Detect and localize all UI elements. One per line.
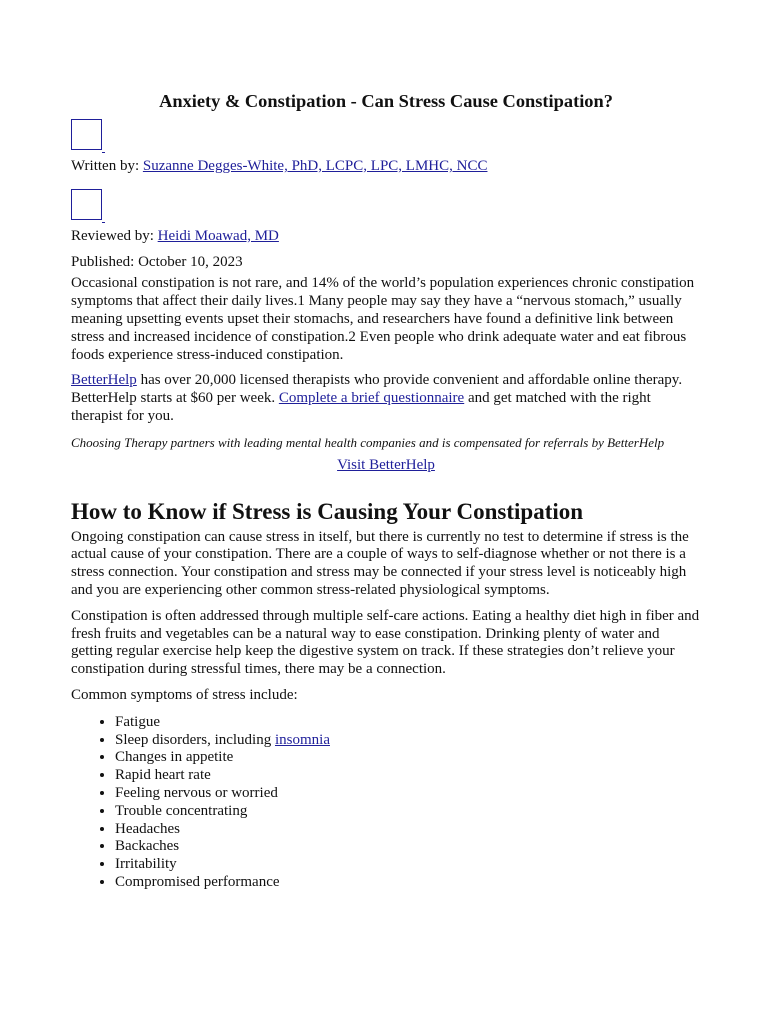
section-paragraph-1: Ongoing constipation can cause stress in itself, but there is currently no test to determine if stress is the actual cause of your constipation. There are a couple of ways to self-diagnose whether or not there is a stress connection. Your constipation and stress may be connected if your stress level is noticeably high and you are experiencing other common stress-related physiological symptoms. <box>71 528 689 598</box>
author-avatar-link-underline <box>102 119 105 153</box>
article-content <box>71 90 701 892</box>
betterhelp-link[interactable]: BetterHelp <box>71 372 137 389</box>
promo-text-1: has over 20,000 licensed therapists who provide convenient and affordable online therapy. BetterHelp starts at $60 per week. <box>71 372 683 407</box>
visit-betterhelp-row <box>71 457 701 475</box>
reviewer-byline <box>71 228 701 246</box>
list-item: • Compromised performance <box>115 874 701 892</box>
section-paragraph-2: Constipation is often addressed through multiple self-care actions. Eating a healthy diet high in fiber and fresh fruits and vegetables can be a natural way to ease constipation. Drinking plenty of water and getting regular exercise help keep the digestive system on track. If these strategies don’t relieve your constipation during stressful times, there may be a connection. <box>71 607 700 678</box>
visit-betterhelp-link[interactable]: Visit BetterHelp <box>337 456 435 473</box>
author-label: Written by: <box>71 158 143 174</box>
questionnaire-link[interactable]: Complete a brief questionnaire <box>278 390 465 407</box>
promo-text-2: and get matched with the right therapist for you. <box>71 390 651 424</box>
insomnia-link[interactable]: insomnia <box>274 731 330 748</box>
section-heading: How to Know if Stress is Causing Your Constipation <box>71 498 584 524</box>
published-date: Published: October 10, 2023 <box>71 253 243 270</box>
list-item: • Feeling nervous or worried <box>115 785 701 803</box>
symptoms-list-intro: Common symptoms of stress include: <box>71 686 298 703</box>
promo-paragraph <box>71 372 701 425</box>
reviewer-name-link[interactable]: Heidi Moawad, MD <box>157 227 279 244</box>
list-item: • Irritability <box>115 856 701 874</box>
list-item-text: Sleep disorders, including <box>115 731 275 748</box>
symptoms-list <box>71 714 701 892</box>
list-item: • Rapid heart rate <box>115 767 701 785</box>
list-item: • Backaches <box>115 838 701 856</box>
list-item: • Fatigue <box>115 714 701 732</box>
list-item: • Changes in appetite <box>115 749 701 767</box>
list-item <box>115 732 701 750</box>
reviewer-label: Reviewed by: <box>71 227 158 244</box>
author-avatar-image <box>71 119 102 150</box>
reviewer-avatar-image <box>71 189 102 220</box>
reviewer-avatar-link[interactable] <box>71 189 701 223</box>
reviewer-avatar-link-underline <box>102 189 105 223</box>
affiliate-disclaimer: Choosing Therapy partners with leading mental health companies and is compensated for referrals by BetterHelp <box>71 434 665 450</box>
list-item: • Trouble concentrating <box>115 803 701 821</box>
author-avatar-link[interactable] <box>71 119 701 153</box>
author-name-link[interactable]: Suzanne Degges-White, PhD, LCPC, LPC, LMHC, NCC <box>142 158 488 174</box>
list-item: • Headaches <box>115 821 701 839</box>
article-title: Anxiety & Constipation - Can Stress Cause Constipation? <box>159 91 613 111</box>
intro-paragraph: Occasional constipation is not rare, and 14% of the world’s population experiences chronic constipation symptoms that affect their daily lives.1 Many people may say they have a “nervous stomach,” usually meaning upsetting events upset their stomachs, and researchers have found a definitive link between stress and increased incidence of constipation.2 Even people who drink adequate water and eat fibrous foods experience stress-induced constipation. <box>71 275 695 363</box>
author-byline <box>71 158 701 176</box>
